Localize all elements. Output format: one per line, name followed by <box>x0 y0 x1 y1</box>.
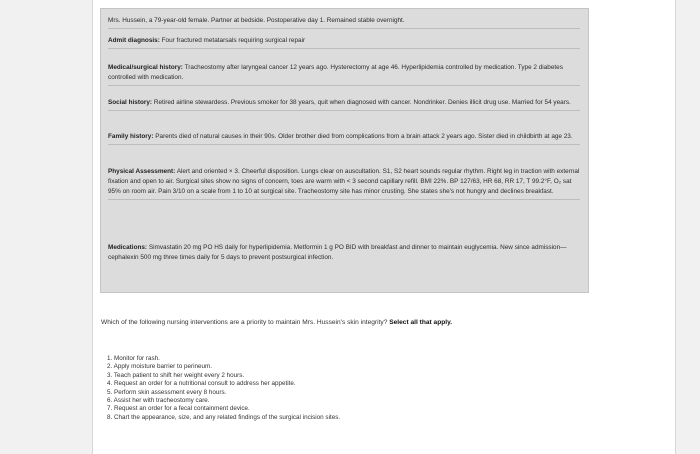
case-intro <box>108 16 580 29</box>
answer-option-5[interactable]: 5. Perform skin assessment every 8 hours. <box>107 388 227 396</box>
medical-history-section <box>108 63 580 86</box>
family-history-text: Parents died of natural causes in their 90s. Older brother died from complications from a brain attack 2 years ago. Sister died in childbirth at age 23. <box>155 133 573 140</box>
answer-option-8[interactable]: 8. Chart the appearance, size, and any related findings of the surgical incision sites. <box>107 413 341 421</box>
admit-diagnosis-section <box>108 36 580 49</box>
case-intro-text: Mrs. Hussein, a 79-year-old female. Partner at bedside. Postoperative day 1. Remained stable overnight. <box>108 17 405 24</box>
question-emphasis: Select all that apply. <box>389 319 453 326</box>
medications-text: Simvastatin 20 mg PO HS daily for hyperlipidemia. Metformin 1 g PO BID with breakfast and dinner to maintain euglycemia. New since admission—cephalexin 500 mg three times daily for 5 days to prevent postsurgical infection. <box>108 244 567 261</box>
medical-history-text: Tracheostomy after laryngeal cancer 12 years ago. Hysterectomy at age 46. Hyperlipidemia controlled by medication. Type 2 diabetes controlled with medication. <box>108 64 563 81</box>
family-history-section <box>108 132 580 145</box>
answer-option-2[interactable]: 2. Apply moisture barrier to perineum. <box>107 363 212 371</box>
physical-assessment-section <box>108 167 580 200</box>
social-history-section <box>108 98 580 111</box>
admit-diagnosis-text: Four fractured metatarsals requiring surgical repair <box>161 37 306 44</box>
answer-option-3[interactable]: 3. Teach patient to shift her weight every 2 hours. <box>107 371 245 379</box>
social-history-text: Retired airline stewardess. Previous smoker for 38 years, quit when diagnosed with cancer. Nondrinker. Denies illicit drug use. Married for 54 years. <box>153 99 571 106</box>
answer-option-6[interactable]: 6. Assist her with tracheostomy care. <box>107 397 210 405</box>
physical-assessment-label: Physical Assessment: <box>108 168 176 175</box>
case-study-box <box>100 8 589 293</box>
answer-option-4[interactable]: 4. Request an order for a nutritional consult to address her appetite. <box>107 380 296 388</box>
answer-options <box>107 355 340 422</box>
question-text: Which of the following nursing interventions are a priority to maintain Mrs. Hussein's skin integrity? <box>101 319 390 326</box>
medications-section <box>108 243 580 265</box>
question-prompt <box>101 319 621 326</box>
answer-option-7[interactable]: 7. Request an order for a fecal containment device. <box>107 405 250 413</box>
medications-label: Medications: <box>108 244 148 251</box>
question-card <box>92 0 676 454</box>
answer-option-1[interactable]: 1. Monitor for rash. <box>107 355 160 362</box>
family-history-label: Family history: <box>108 133 154 140</box>
admit-diagnosis-label: Admit diagnosis: <box>108 37 160 44</box>
medical-history-label: Medical/surgical history: <box>108 64 183 71</box>
physical-assessment-text: Alert and oriented × 3. Cheerful disposition. Lungs clear on auscultation. S1, S2 heart sounds regular rhythm. Right leg in traction with external fixation and open to air. Surgical sites show no signs of concern, toes are warm with < 3 second capillary refill. BMI 22%. BP 127/63, HR 68, RR 17, T 99.2°F, O₂ sat 95% on room air. Pain 3/10 on a scale from 1 to 10 at surgical site. Tracheostomy site has minor crusting. She states she's not hungry and declines breakfast. <box>108 168 580 195</box>
social-history-label: Social history: <box>108 99 153 106</box>
